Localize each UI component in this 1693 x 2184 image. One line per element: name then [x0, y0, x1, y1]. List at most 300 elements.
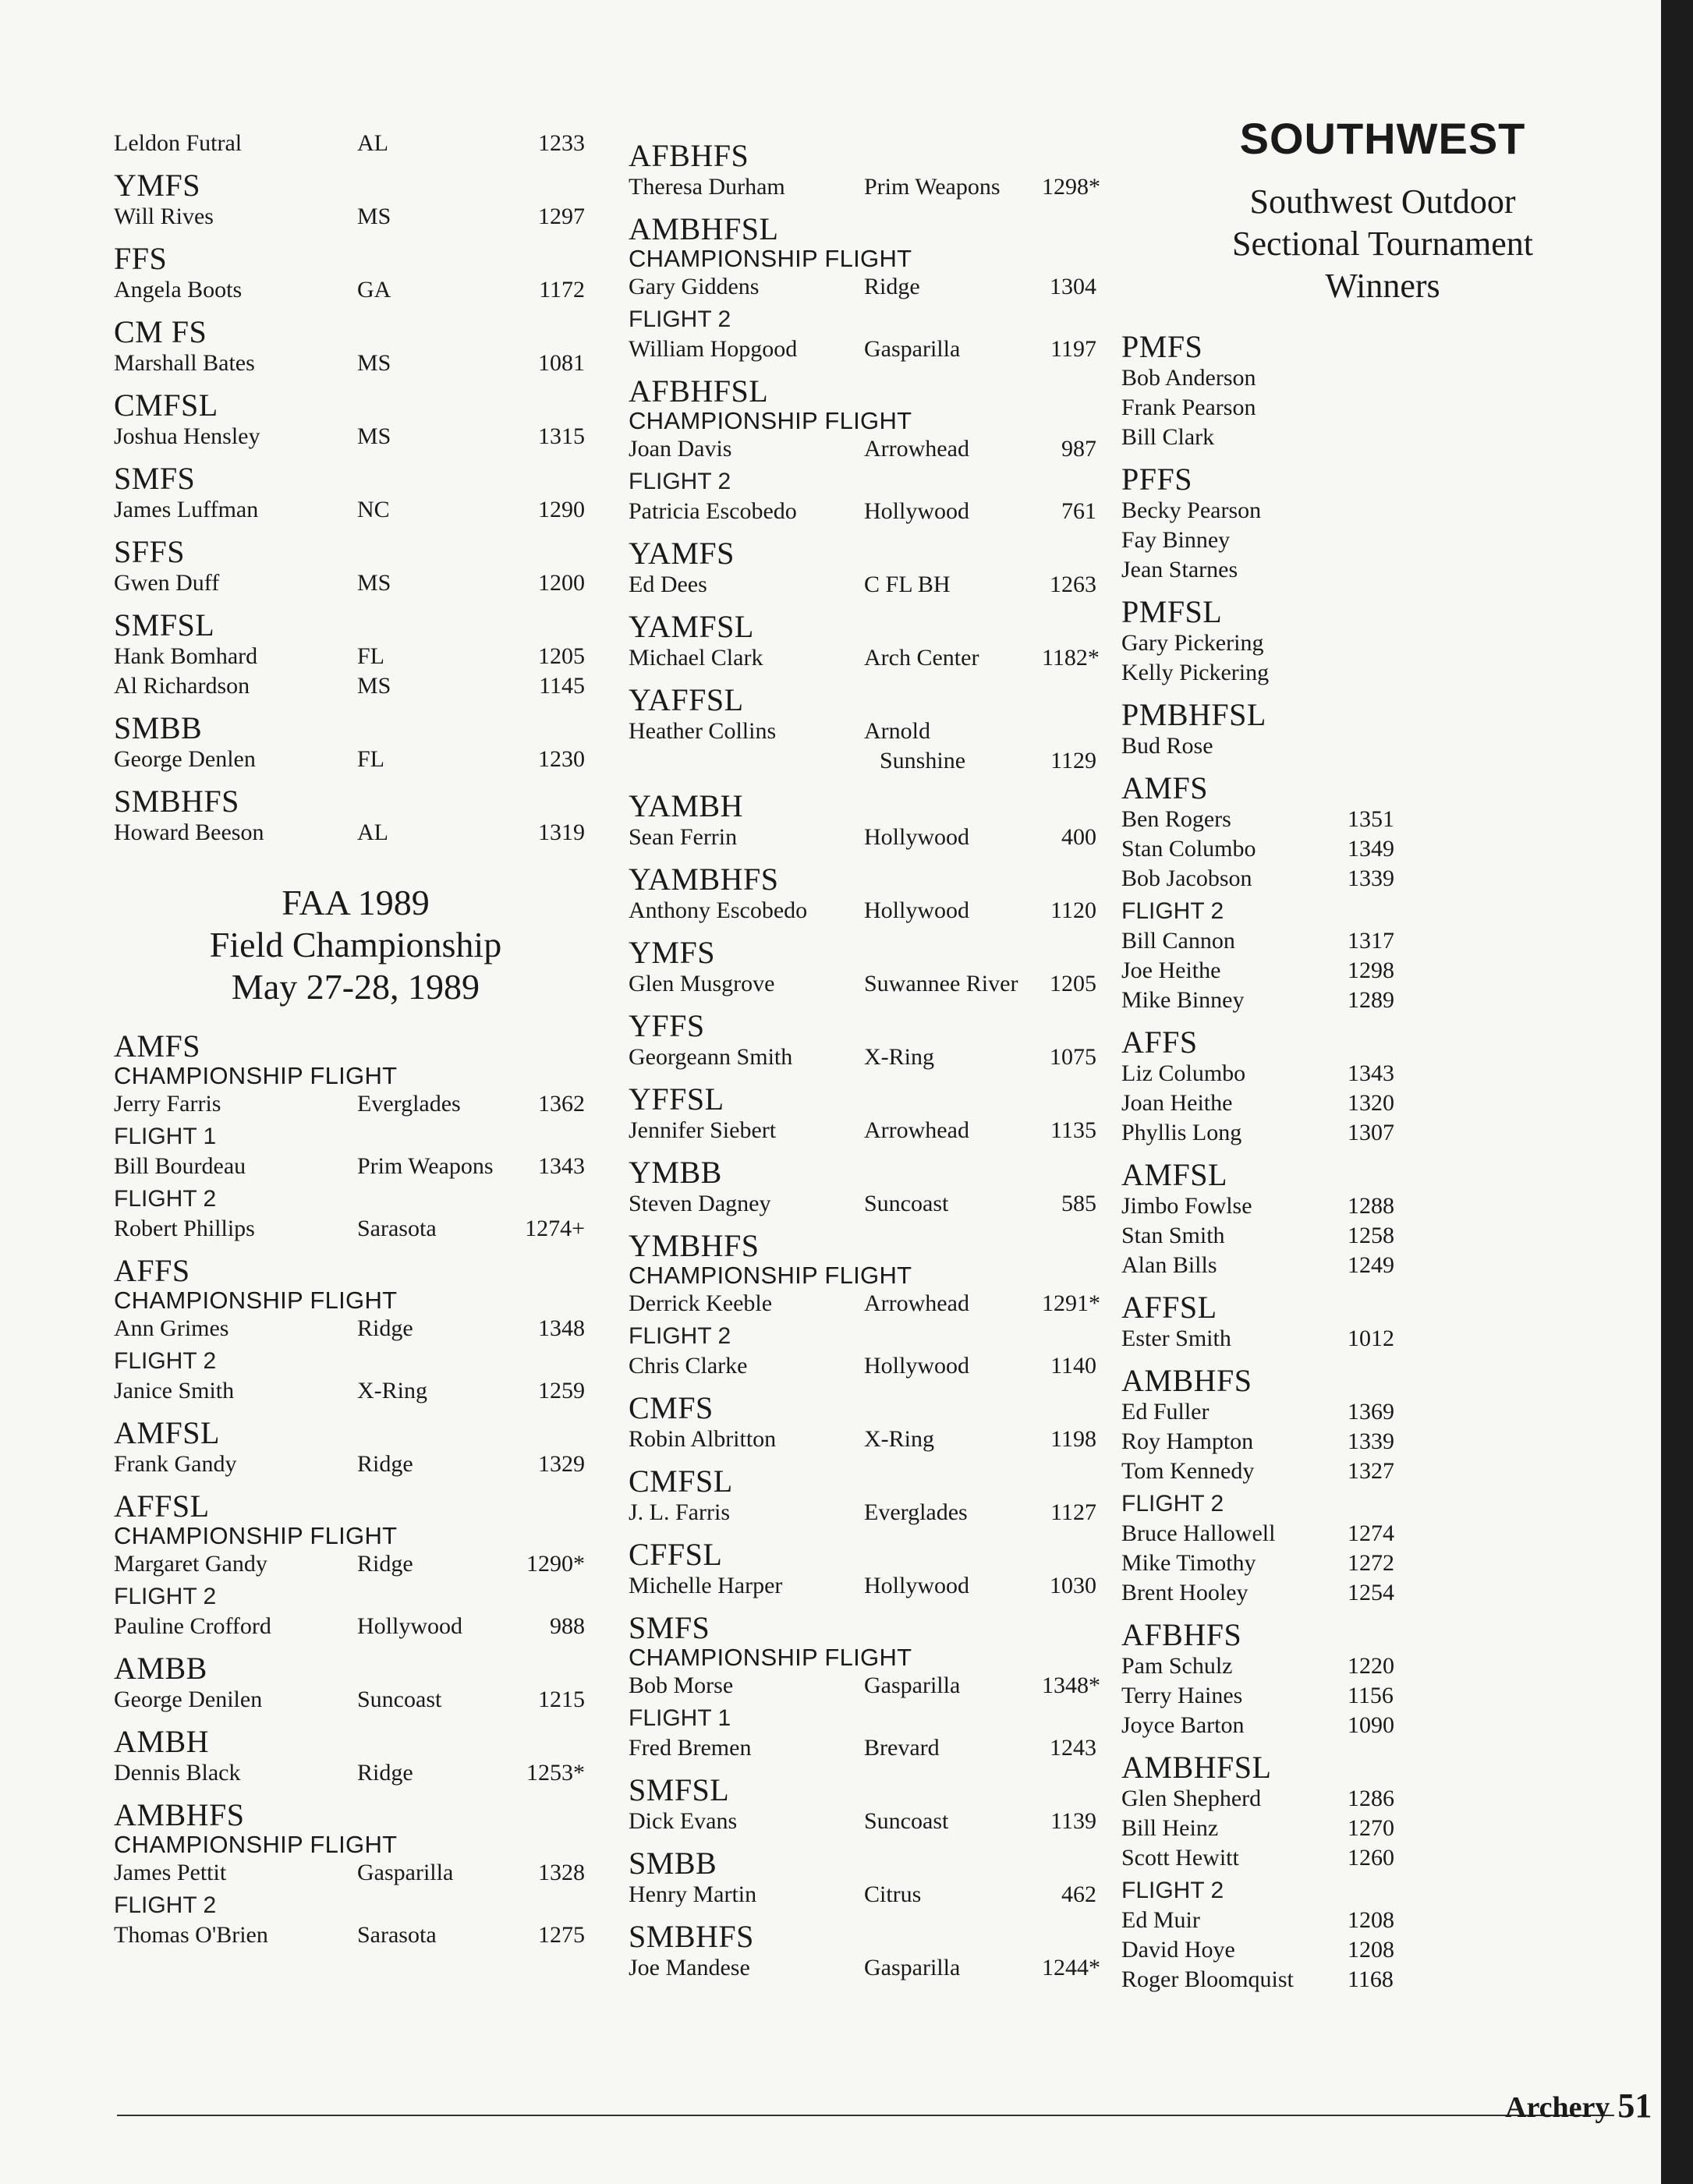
category-heading: PMBHFSL	[1121, 697, 1266, 732]
archer-name: David Hoye	[1121, 1937, 1235, 1963]
archer-name: Stan Columbo	[1121, 836, 1256, 862]
score	[1348, 363, 1426, 393]
category-heading: AMFS	[114, 1028, 200, 1064]
category-heading: AFBHFS	[629, 138, 749, 173]
section-subtitle	[1145, 181, 1620, 307]
club-or-state: FL	[357, 643, 385, 669]
result-row	[629, 969, 1096, 999]
club-or-state: Sarasota	[357, 1216, 437, 1241]
category-heading: FFS	[114, 241, 168, 276]
category-heading: AMBHFSL	[629, 211, 779, 246]
result-row	[114, 1152, 597, 1181]
flight-label: FLIGHT 2	[114, 1892, 217, 1918]
archer-name: William Hopgood	[629, 336, 798, 362]
category-heading: YMBB	[629, 1155, 722, 1190]
flight-label: FLIGHT 2	[114, 1186, 217, 1212]
result-row	[629, 434, 1096, 464]
archer-name: Glen Musgrove	[629, 971, 775, 996]
archer-name: Bill Clark	[1121, 424, 1215, 450]
category-heading: SMFSL	[114, 607, 215, 642]
title-line: Southwest Outdoor	[1249, 182, 1516, 221]
score: 1012	[1348, 1326, 1394, 1351]
archer-name: Robert Phillips	[114, 1216, 255, 1241]
club-or-state: NC	[357, 497, 390, 522]
club-or-state	[864, 717, 1042, 776]
title-line: Sectional Tournament	[1232, 225, 1533, 263]
archer-name: Jimbo Fowlse	[1121, 1193, 1252, 1219]
score: 1343	[1348, 1060, 1394, 1086]
archer-name: Derrick Keeble	[629, 1290, 773, 1316]
flight-label: CHAMPIONSHIP FLIGHT	[114, 1831, 398, 1858]
result-row	[629, 497, 1096, 526]
category-heading: PFFS	[1121, 462, 1192, 497]
category-heading: YAMBH	[629, 788, 743, 823]
result-row	[629, 717, 1096, 779]
result-row	[1121, 363, 1620, 393]
archer-name: Bud Rose	[1121, 733, 1213, 759]
club-or-state: X-Ring	[864, 1426, 934, 1452]
score: 1139	[1050, 1808, 1096, 1834]
score: 1304	[1050, 274, 1096, 299]
category-heading: AMBHFSL	[1121, 1750, 1272, 1785]
result-row	[629, 1042, 1096, 1072]
result-row	[629, 1189, 1096, 1219]
footer-rule	[117, 2115, 1614, 2116]
score: 1168	[1348, 1966, 1394, 1992]
result-row	[1121, 1814, 1620, 1843]
archer-name: Ann Grimes	[114, 1315, 229, 1341]
score: 987	[1061, 436, 1096, 462]
result-row	[629, 823, 1096, 852]
result-row	[1121, 1843, 1620, 1873]
club-or-state: Suncoast	[864, 1808, 949, 1834]
club-or-state: C FL BH	[864, 572, 951, 597]
score: 1081	[538, 350, 585, 376]
category-heading: YFFS	[629, 1008, 705, 1043]
category-heading: CMFS	[629, 1390, 714, 1425]
result-row	[114, 1450, 597, 1479]
score: 1030	[1050, 1573, 1096, 1598]
category-heading: SMFS	[629, 1610, 710, 1645]
category-heading: CMFSL	[629, 1464, 733, 1499]
club-or-state: Hollywood	[864, 824, 969, 850]
club-or-state: Hollywood	[357, 1613, 462, 1639]
score: 1243	[1050, 1735, 1096, 1761]
archer-name: Kelly Pickering	[1121, 660, 1270, 685]
archer-name: Marshall Bates	[114, 350, 255, 376]
score: 1362	[538, 1091, 585, 1117]
score: 585	[1061, 1191, 1096, 1216]
flight-label: CHAMPIONSHIP FLIGHT	[629, 1262, 912, 1289]
archer-name: Theresa Durham	[629, 174, 785, 200]
archer-name: Anthony Escobedo	[629, 897, 808, 923]
score: 1205	[1050, 971, 1096, 996]
flight-label: CHAMPIONSHIP FLIGHT	[629, 1644, 912, 1671]
club-or-state: FL	[357, 746, 385, 772]
category-heading: AFFS	[1121, 1025, 1198, 1060]
category-heading: AFFSL	[114, 1488, 210, 1524]
archer-name: Michael Clark	[629, 645, 763, 671]
flight-label: CHAMPIONSHIP FLIGHT	[114, 1522, 398, 1549]
result-row	[1121, 864, 1620, 894]
club-or-state: Arrowhead	[864, 1117, 969, 1143]
club-or-state: Prim Weapons	[864, 174, 1001, 200]
score: 1351	[1348, 806, 1394, 832]
score: 1291*	[1042, 1290, 1100, 1316]
category-heading: SMBB	[629, 1846, 717, 1881]
club-or-state: Ridge	[357, 1451, 413, 1477]
result-row	[629, 570, 1096, 600]
result-row	[114, 1089, 597, 1119]
club-or-state: MS	[357, 570, 391, 596]
archer-name: Mike Binney	[1121, 987, 1245, 1013]
flight-label: FLIGHT 1	[629, 1705, 731, 1731]
result-row	[114, 1376, 597, 1406]
result-row	[1121, 731, 1620, 761]
archer-name: Bob Morse	[629, 1673, 734, 1698]
result-row	[1121, 1965, 1620, 1995]
archer-name: Steven Dagney	[629, 1191, 771, 1216]
archer-name: Brent Hooley	[1121, 1580, 1248, 1605]
archer-name: Jennifer Siebert	[629, 1117, 777, 1143]
club-or-state: Arch Center	[864, 645, 979, 671]
category-heading: YAMFS	[629, 536, 735, 571]
flight-label: CHAMPIONSHIP FLIGHT	[114, 1287, 398, 1314]
category-heading: CFFSL	[629, 1537, 723, 1572]
score: 1315	[538, 423, 585, 449]
score: 1288	[1348, 1193, 1394, 1219]
club-or-state: Suwannee River	[864, 971, 1018, 996]
score: 1298*	[1042, 174, 1100, 200]
archer-name: Frank Pearson	[1121, 395, 1256, 420]
result-row	[114, 1314, 597, 1343]
score	[1348, 423, 1426, 452]
result-row	[1121, 1784, 1620, 1814]
score: 1327	[1348, 1458, 1394, 1484]
archer-name: Alan Bills	[1121, 1252, 1217, 1278]
archer-name: Bob Anderson	[1121, 365, 1256, 391]
score: 1233	[538, 130, 585, 156]
score: 1320	[1348, 1090, 1394, 1116]
score: 1263	[1050, 572, 1096, 597]
result-row	[1121, 1457, 1620, 1486]
result-row	[1121, 526, 1620, 555]
result-row	[629, 1953, 1100, 1983]
score: 1290	[538, 497, 585, 522]
archer-name: Mike Timothy	[1121, 1550, 1256, 1576]
score: 1182*	[1042, 645, 1100, 671]
result-row	[1121, 1118, 1620, 1148]
category-heading: AMBH	[114, 1724, 210, 1759]
score: 1258	[1348, 1223, 1394, 1248]
category-heading: SMFSL	[629, 1772, 730, 1807]
archer-name: Margaret Gandy	[114, 1551, 267, 1577]
score: 1349	[1348, 836, 1394, 862]
title-line: Field Championship	[209, 925, 502, 965]
result-row	[114, 1920, 597, 1950]
category-heading: SFFS	[114, 534, 185, 569]
result-row	[1121, 956, 1620, 986]
archer-name: Stan Smith	[1121, 1223, 1225, 1248]
archer-name: Howard Beeson	[114, 819, 264, 845]
archer-name: Joshua Hensley	[114, 423, 260, 449]
club-or-state: AL	[357, 130, 388, 156]
club-or-state: AL	[357, 819, 388, 845]
club-or-state: Arrowhead	[864, 436, 969, 462]
club-or-state: MS	[357, 204, 391, 229]
category-heading: SMFS	[114, 461, 196, 496]
score: 1259	[538, 1378, 585, 1403]
score: 1317	[1348, 928, 1394, 954]
result-row	[1121, 1427, 1620, 1457]
category-heading: AFBHFSL	[629, 373, 769, 409]
archer-name: Ed Dees	[629, 572, 707, 597]
archer-name: Terry Haines	[1121, 1683, 1243, 1708]
archer-name: Roger Bloomquist	[1121, 1966, 1294, 1992]
result-row	[114, 818, 597, 848]
club-line: Arnold	[864, 718, 930, 744]
score: 1145	[539, 673, 585, 699]
archer-name: Sean Ferrin	[629, 824, 738, 850]
score: 1339	[1348, 1428, 1394, 1454]
club-or-state: Ridge	[357, 1315, 413, 1341]
archer-name: Al Richardson	[114, 673, 250, 699]
flight-label: FLIGHT 1	[114, 1124, 217, 1149]
result-row	[114, 495, 597, 525]
score: 462	[1061, 1881, 1096, 1907]
result-row	[1121, 1088, 1620, 1118]
result-row	[1121, 496, 1620, 526]
archer-name: Jean Starnes	[1121, 557, 1238, 582]
section-title	[114, 882, 597, 1008]
club-or-state: Gasparilla	[864, 1955, 961, 1980]
club-or-state: Hollywood	[864, 498, 969, 524]
result-row	[629, 896, 1096, 926]
page-number: 51	[1617, 2087, 1652, 2125]
club-or-state: MS	[357, 423, 391, 449]
score: 1343	[538, 1153, 585, 1179]
club-line: Sunshine	[880, 748, 966, 773]
score: 1274+	[525, 1216, 585, 1241]
score	[1348, 658, 1426, 688]
result-row	[114, 745, 597, 774]
title-line: FAA 1989	[282, 883, 430, 922]
score: 1244*	[1042, 1955, 1100, 1980]
result-row	[1121, 628, 1620, 658]
score	[1348, 628, 1426, 658]
result-row	[114, 1685, 597, 1715]
result-row	[629, 1425, 1096, 1454]
category-heading: SMBHFS	[629, 1919, 754, 1954]
score: 1172	[539, 277, 585, 303]
score: 1328	[538, 1860, 585, 1885]
archer-name: Angela Boots	[114, 277, 243, 303]
score: 1253*	[526, 1760, 585, 1786]
archer-name: Chris Clarke	[629, 1353, 748, 1379]
result-row	[1121, 1906, 1620, 1935]
result-row	[114, 202, 597, 232]
score: 1249	[1348, 1252, 1394, 1278]
score: 1297	[538, 204, 585, 229]
result-row	[1121, 393, 1620, 423]
result-row	[1121, 986, 1620, 1015]
score: 1307	[1348, 1120, 1394, 1145]
result-row	[629, 643, 1100, 673]
category-heading: AMFSL	[1121, 1157, 1227, 1192]
archer-name: Gary Pickering	[1121, 630, 1264, 656]
result-row	[114, 349, 597, 378]
archer-name: Michelle Harper	[629, 1573, 783, 1598]
score: 1348	[538, 1315, 585, 1341]
score: 1298	[1348, 957, 1394, 983]
score: 1127	[1050, 1499, 1096, 1525]
archer-name: Ben Rogers	[1121, 806, 1231, 832]
region-title: SOUTHWEST	[1239, 114, 1526, 163]
score: 1129	[1050, 748, 1096, 773]
score: 1254	[1348, 1580, 1394, 1605]
score: 1270	[1348, 1815, 1394, 1841]
archer-name: Fred Bremen	[629, 1735, 752, 1761]
category-heading: SMBB	[114, 710, 203, 745]
archer-name: Gary Giddens	[629, 274, 760, 299]
archer-name: James Pettit	[114, 1860, 227, 1885]
score: 1260	[1348, 1845, 1394, 1871]
result-row	[114, 568, 597, 598]
category-heading: AMBHFS	[1121, 1363, 1252, 1398]
club-or-state: X-Ring	[864, 1044, 934, 1070]
result-row	[114, 1758, 597, 1788]
result-row	[1121, 1519, 1620, 1549]
archer-name: Joyce Barton	[1121, 1712, 1245, 1738]
score: 1197	[1050, 336, 1096, 362]
score	[1348, 555, 1426, 585]
club-or-state: Suncoast	[864, 1191, 949, 1216]
flight-label: FLIGHT 2	[114, 1584, 217, 1609]
result-row	[1121, 1221, 1620, 1251]
archer-name: Heather Collins	[629, 718, 777, 744]
archer-name: Will Rives	[114, 204, 214, 229]
category-heading: AMBHFS	[114, 1797, 245, 1832]
category-heading: AFFSL	[1121, 1290, 1217, 1325]
score: 1230	[538, 746, 585, 772]
club-or-state: MS	[357, 350, 391, 376]
archer-name: Phyllis Long	[1121, 1120, 1242, 1145]
archer-name: Georgeann Smith	[629, 1044, 793, 1070]
archer-name: Liz Columbo	[1121, 1060, 1246, 1086]
score: 1200	[538, 570, 585, 596]
result-row	[1121, 423, 1620, 452]
magazine-name: Archery	[1505, 2091, 1610, 2124]
result-row	[114, 671, 597, 701]
score: 1198	[1050, 1426, 1096, 1452]
score: 1135	[1050, 1117, 1096, 1143]
title-line: May 27-28, 1989	[231, 967, 480, 1007]
score: 1090	[1348, 1712, 1394, 1738]
score: 1140	[1050, 1353, 1096, 1379]
archer-name: Ed Fuller	[1121, 1399, 1210, 1425]
score: 1205	[538, 643, 585, 669]
club-or-state: Brevard	[864, 1735, 940, 1761]
club-or-state: X-Ring	[357, 1378, 427, 1403]
club-or-state: Hollywood	[864, 1573, 969, 1598]
result-row	[1121, 1191, 1620, 1221]
category-heading: CM FS	[114, 314, 207, 349]
archer-name: Henry Martin	[629, 1881, 757, 1907]
archer-name: Joe Heithe	[1121, 957, 1221, 983]
score: 1286	[1348, 1786, 1394, 1811]
result-row	[1121, 1578, 1620, 1608]
score: 1290*	[526, 1551, 585, 1577]
category-heading: CMFSL	[114, 388, 218, 423]
result-row	[114, 275, 597, 305]
archer-name: Thomas O'Brien	[114, 1922, 268, 1948]
archer-name: Pauline Crofford	[114, 1613, 271, 1639]
score: 400	[1061, 824, 1096, 850]
result-row	[1121, 1059, 1620, 1088]
archer-name: Scott Hewitt	[1121, 1845, 1239, 1871]
archer-name: Dennis Black	[114, 1760, 241, 1786]
column-3	[1121, 114, 1620, 1995]
archer-name: Hank Bomhard	[114, 643, 258, 669]
result-row	[629, 1671, 1100, 1701]
archer-name: Tom Kennedy	[1121, 1458, 1255, 1484]
result-row	[629, 272, 1096, 302]
archer-name: Dick Evans	[629, 1808, 738, 1834]
result-row	[1121, 805, 1620, 834]
score: 1339	[1348, 865, 1394, 891]
score: 1274	[1348, 1520, 1394, 1546]
page-footer	[1505, 2086, 1652, 2126]
result-row	[1121, 1324, 1620, 1354]
result-row	[629, 1498, 1096, 1527]
flight-label: FLIGHT 2	[629, 306, 731, 332]
archer-name: Joan Heithe	[1121, 1090, 1233, 1116]
club-or-state: Hollywood	[864, 1353, 969, 1379]
score: 1215	[538, 1687, 585, 1712]
score: 1220	[1348, 1653, 1394, 1679]
score	[1348, 731, 1426, 761]
archer-name: Bill Cannon	[1121, 928, 1235, 954]
category-heading: YMBHFS	[629, 1228, 760, 1263]
category-heading: SMBHFS	[114, 784, 239, 819]
archer-name: Janice Smith	[114, 1378, 235, 1403]
result-row	[114, 1214, 597, 1244]
result-row	[629, 1351, 1096, 1381]
category-heading: PMFSL	[1121, 594, 1223, 629]
score: 1208	[1348, 1907, 1394, 1933]
result-row	[1121, 1651, 1620, 1681]
club-or-state: MS	[357, 673, 391, 699]
category-heading: YAFFSL	[629, 682, 744, 717]
archer-name: Fay Binney	[1121, 527, 1231, 553]
score: 1120	[1050, 897, 1096, 923]
club-or-state: Arrowhead	[864, 1290, 969, 1316]
club-or-state: Ridge	[357, 1551, 413, 1577]
archer-name: Glen Shepherd	[1121, 1786, 1262, 1811]
archer-name: Bill Heinz	[1121, 1815, 1219, 1841]
result-row	[1121, 555, 1620, 585]
archer-name: Joe Mandese	[629, 1955, 750, 1980]
club-or-state: Sarasota	[357, 1922, 437, 1948]
archer-name: George Denilen	[114, 1687, 263, 1712]
flight-label: FLIGHT 2	[114, 1348, 217, 1374]
result-row	[629, 1289, 1100, 1319]
result-row	[114, 1612, 597, 1641]
column-1	[114, 129, 597, 1950]
result-row	[629, 335, 1096, 364]
archer-name: Pam Schulz	[1121, 1653, 1233, 1679]
flight-label: FLIGHT 2	[1121, 898, 1224, 924]
